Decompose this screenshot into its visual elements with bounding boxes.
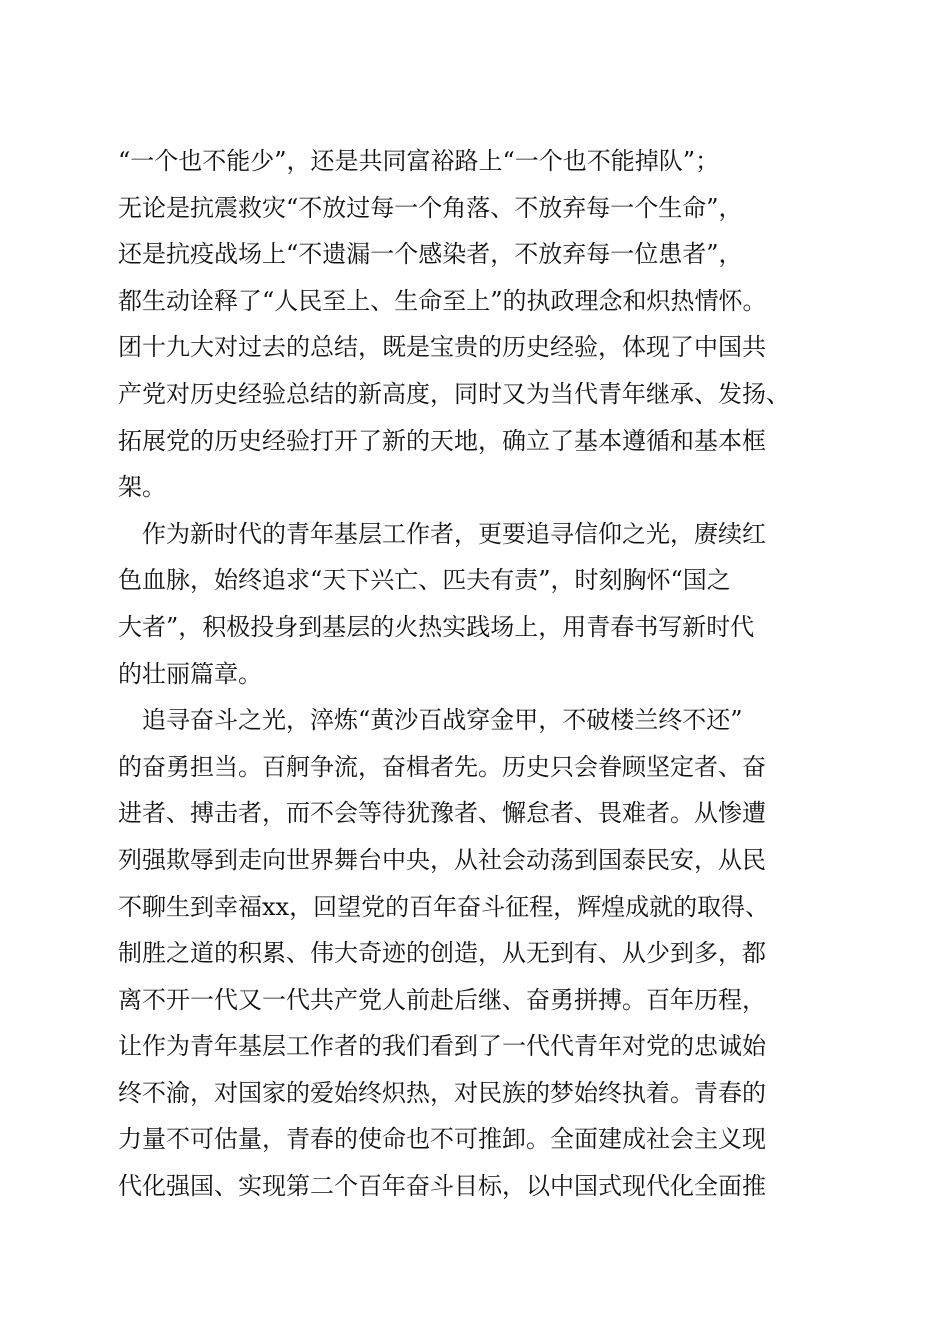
text-line: 的壮丽篇章。 [118,659,262,688]
text-line: 终不渝，对国家的爱始终炽热，对民族的梦始终执着。青春的 [118,1078,766,1107]
body-text [118,138,858,1210]
text-line: 还是抗疫战场上“不遗漏一个感染者，不放弃每一位患者”， [118,240,743,269]
text-line: 无论是抗震救灾“不放过每一个角落、不放弃每一个生命”， [118,193,743,222]
text-line: 不聊生到幸福xx，回望党的百年奋斗征程，辉煌成就的取得、 [118,892,770,921]
text-line: 作为新时代的青年基层工作者，更要追寻信仰之光，赓续红 [118,519,766,548]
text-line: 团十九大对过去的总结，既是宝贵的历史经验，体现了中国共 [118,333,766,362]
text-line: 产党对历史经验总结的新高度，同时又为当代青年继承、发扬、 [118,379,790,408]
text-line: 拓展党的历史经验打开了新的天地，确立了基本遵循和基本框 [118,426,766,455]
text-line: 大者”，积极投身到基层的火热实践场上，用青春书写新时代 [118,612,755,641]
text-line: 都生动诠释了“人民至上、生命至上”的执政理念和炽热情怀。 [118,286,767,315]
text-line: 力量不可估量，青春的使命也不可推卸。全面建成社会主义现 [118,1125,766,1154]
text-line: 让作为青年基层工作者的我们看到了一代代青年对党的忠诚始 [118,1032,766,1061]
text-line: 进者、搏击者，而不会等待犹豫者、懈怠者、畏难者。从惨遭 [118,799,766,828]
text-line: 架。 [118,473,166,502]
text-line: 追寻奋斗之光，淬炼“黄沙百战穿金甲，不破楼兰终不还” [118,706,743,735]
text-line: “一个也不能少”，还是共同富裕路上“一个也不能掉队”； [118,147,720,175]
text-line: 列强欺辱到走向世界舞台中央，从社会动荡到国泰民安，从民 [118,845,766,874]
text-line: 制胜之道的积累、伟大奇迹的创造，从无到有、从少到多，都 [118,939,766,968]
text-line: 离不开一代又一代共产党人前赴后继、奋勇拼搏。百年历程， [118,985,766,1014]
text-line: 代化强国、实现第二个百年奋斗目标，以中国式现代化全面推 [118,1172,766,1201]
text-line: 的奋勇担当。百舸争流，奋楫者先。历史只会眷顾坚定者、奋 [118,752,766,781]
text-line: 色血脉，始终追求“天下兴亡、匹夫有责”，时刻胸怀“国之 [118,566,731,595]
